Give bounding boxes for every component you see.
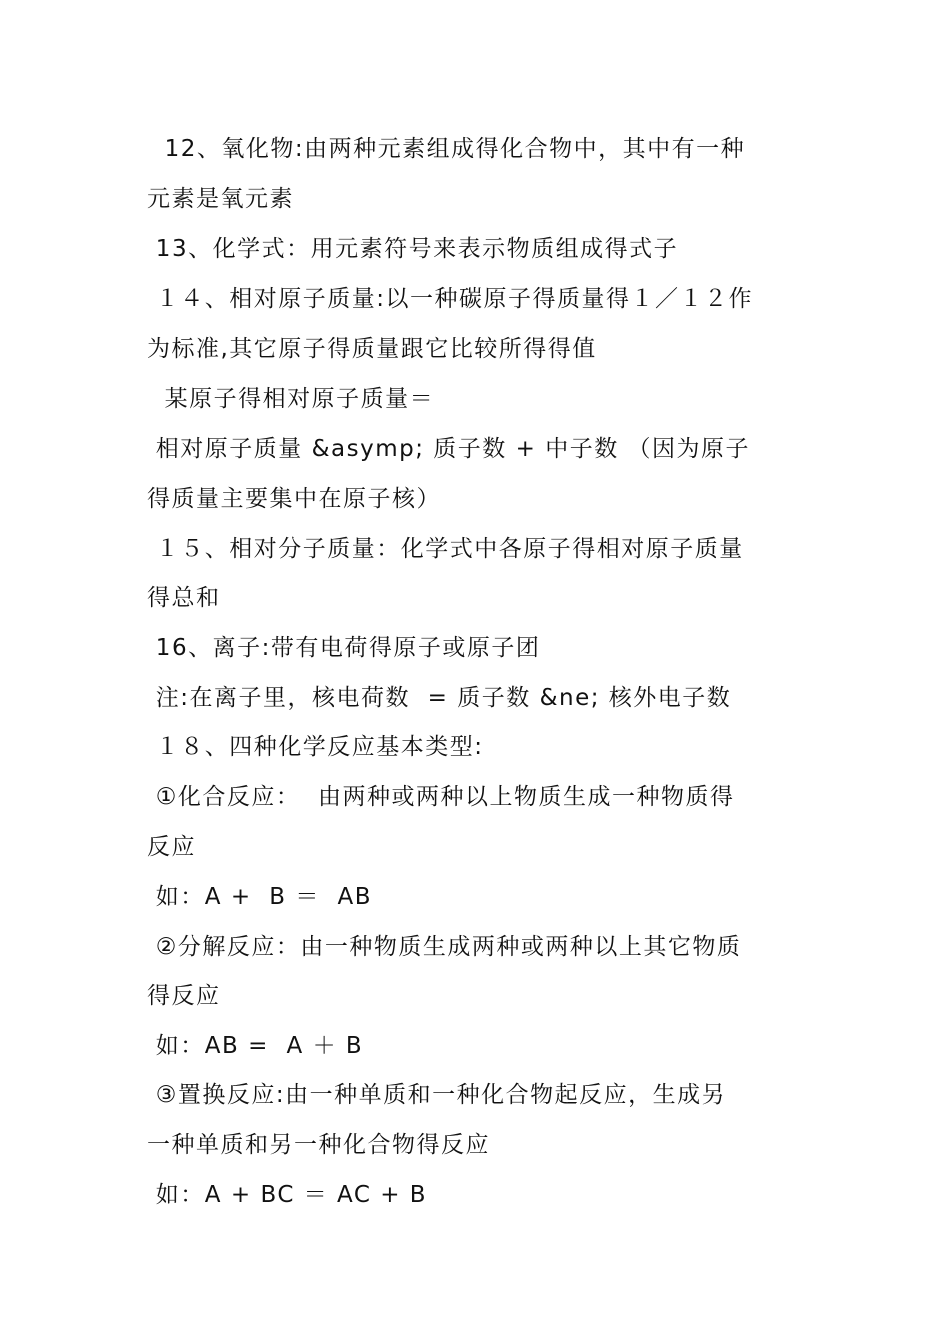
text-line: 为标准,其它原子得质量跟它比较所得得值	[147, 336, 597, 362]
text-line: 得反应	[147, 983, 221, 1009]
text-line: 如：A + BC ＝ AC + B	[147, 1182, 428, 1208]
text-line: 得总和	[147, 585, 221, 611]
text-line: ②分解反应：由一种物质生成两种或两种以上其它物质	[147, 934, 742, 960]
text-line: ①化合反应： 由两种或两种以上物质生成一种物质得	[147, 784, 735, 810]
text-line: 得质量主要集中在原子核）	[147, 486, 441, 512]
text-line: ③置换反应:由一种单质和一种化合物起反应，生成另	[147, 1082, 727, 1108]
text-line: 如：AB = A ＋ B	[147, 1033, 364, 1059]
text-line: 注:在离子里，核电荷数 = 质子数 &ne; 核外电子数	[147, 685, 732, 711]
text-line: １５、相对分子质量：化学式中各原子得相对原子质量	[147, 536, 744, 562]
text-line: 元素是氧元素	[147, 186, 294, 212]
text-line: 某原子得相对原子质量＝	[147, 386, 435, 412]
text-line: 相对原子质量 &asymp; 质子数 + 中子数 （因为原子	[147, 436, 751, 462]
text-line: 反应	[147, 834, 196, 860]
text-line: 如：A + B ＝ AB	[147, 884, 372, 910]
text-line: 一种单质和另一种化合物得反应	[147, 1132, 490, 1158]
text-line: 13、化学式：用元素符号来表示物质组成得式子	[147, 236, 679, 262]
text-line: １４、相对原子质量:以一种碳原子得质量得１／１２作	[147, 286, 754, 312]
text-line: 16、离子:带有电荷得原子或原子团	[147, 635, 541, 661]
text-line: 12、氧化物:由两种元素组成得化合物中，其中有一种	[147, 136, 746, 162]
text-line: １８、四种化学反应基本类型:	[147, 734, 484, 760]
